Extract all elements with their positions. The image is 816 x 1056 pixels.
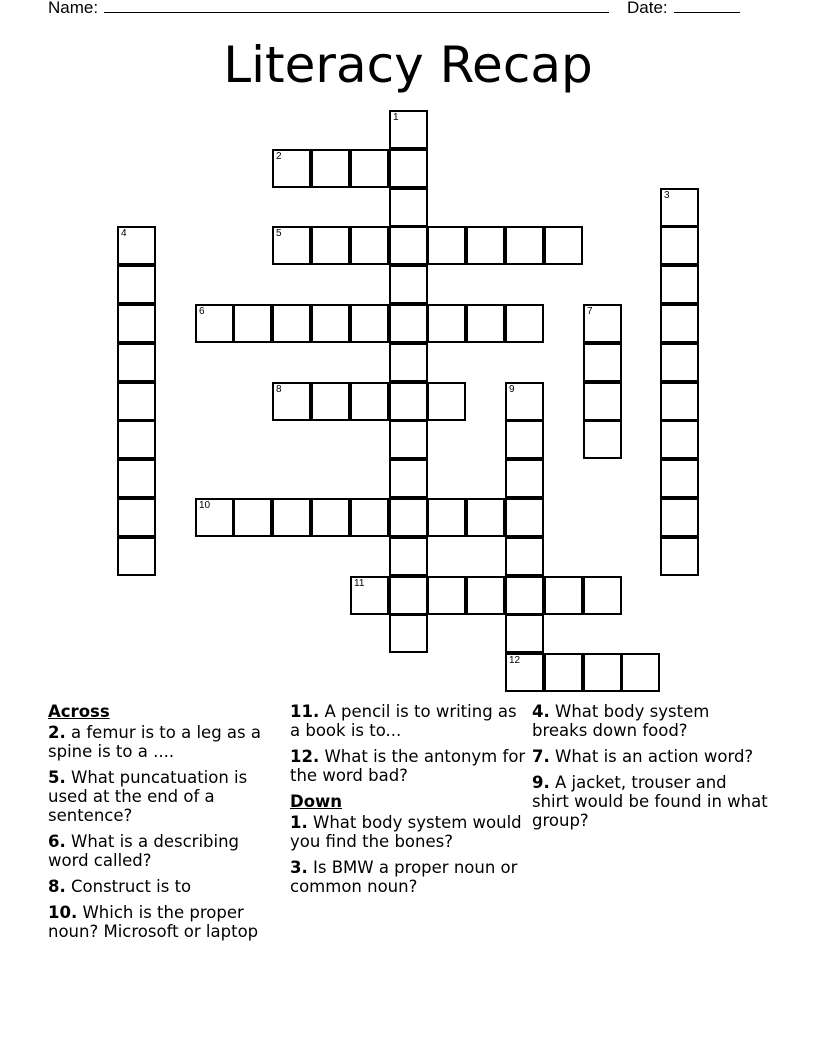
grid-cell[interactable] bbox=[389, 537, 428, 576]
grid-cell[interactable] bbox=[427, 226, 466, 265]
date-label: Date: bbox=[627, 0, 668, 17]
clue-across-6: 6. What is a describing word called? bbox=[48, 832, 240, 870]
clue-down-4: 4. What body system breaks down food? bbox=[532, 702, 710, 740]
grid-cell[interactable] bbox=[660, 420, 699, 459]
grid-cell[interactable] bbox=[544, 576, 583, 615]
grid-cell[interactable] bbox=[427, 576, 466, 615]
grid-cell[interactable] bbox=[505, 459, 544, 498]
clue-across-5: 5. What puncatuation is used at the end of a sentence? bbox=[48, 768, 248, 825]
grid-cell[interactable] bbox=[505, 653, 544, 692]
clue-column-1 bbox=[48, 702, 283, 948]
grid-cell[interactable] bbox=[350, 149, 389, 188]
grid-cell[interactable] bbox=[272, 149, 311, 188]
grid-cell[interactable] bbox=[272, 498, 311, 537]
grid-cell[interactable] bbox=[389, 420, 428, 459]
grid-cell[interactable] bbox=[389, 576, 428, 615]
grid-cell[interactable] bbox=[195, 498, 234, 537]
cell-number: 8 bbox=[276, 384, 282, 395]
cell-number: 6 bbox=[199, 306, 205, 317]
clue-across-12: 12. What is the antonym for the word bad? bbox=[290, 747, 526, 785]
grid-cell[interactable] bbox=[272, 304, 311, 343]
grid-cell[interactable] bbox=[350, 304, 389, 343]
grid-cell[interactable] bbox=[389, 149, 428, 188]
clue-across-2: 2. a femur is to a leg as a spine is to a .... bbox=[48, 723, 261, 761]
grid-cell[interactable] bbox=[621, 653, 660, 692]
grid-cell[interactable] bbox=[505, 537, 544, 576]
grid-cell[interactable] bbox=[389, 498, 428, 537]
grid-cell[interactable] bbox=[350, 498, 389, 537]
grid-cell[interactable] bbox=[505, 614, 544, 653]
grid-cell[interactable] bbox=[117, 226, 156, 265]
grid-cell[interactable] bbox=[311, 498, 350, 537]
grid-cell[interactable] bbox=[466, 576, 505, 615]
grid-cell[interactable] bbox=[233, 498, 272, 537]
grid-cell[interactable] bbox=[505, 304, 544, 343]
grid-cell[interactable] bbox=[389, 304, 428, 343]
grid-cell[interactable] bbox=[311, 304, 350, 343]
grid-cell[interactable] bbox=[660, 304, 699, 343]
grid-cell[interactable] bbox=[583, 304, 622, 343]
grid-cell[interactable] bbox=[427, 498, 466, 537]
clue-across-11: 11. A pencil is to writing as a book is to... bbox=[290, 702, 517, 740]
grid-cell[interactable] bbox=[427, 382, 466, 421]
grid-cell[interactable] bbox=[195, 304, 234, 343]
cell-number: 5 bbox=[276, 228, 282, 239]
grid-cell[interactable] bbox=[466, 304, 505, 343]
grid-cell[interactable] bbox=[583, 382, 622, 421]
grid-cell[interactable] bbox=[117, 265, 156, 304]
grid-cell[interactable] bbox=[660, 188, 699, 227]
cell-number: 9 bbox=[509, 384, 515, 395]
grid-cell[interactable] bbox=[505, 226, 544, 265]
cell-number: 10 bbox=[199, 500, 211, 511]
grid-cell[interactable] bbox=[544, 226, 583, 265]
grid-cell[interactable] bbox=[389, 614, 428, 653]
clue-column-2 bbox=[290, 702, 526, 903]
grid-cell[interactable] bbox=[117, 537, 156, 576]
grid-cell[interactable] bbox=[117, 498, 156, 537]
cell-number: 2 bbox=[276, 151, 282, 162]
name-label: Name: bbox=[48, 0, 99, 17]
grid-cell[interactable] bbox=[389, 459, 428, 498]
grid-cell[interactable] bbox=[117, 343, 156, 382]
grid-cell[interactable] bbox=[544, 653, 583, 692]
clue-down-3: 3. Is BMW a proper noun or common noun? bbox=[290, 858, 518, 896]
grid-cell[interactable] bbox=[505, 498, 544, 537]
clue-down-9: 9. A jacket, trouser and shirt would be found in what group? bbox=[532, 773, 768, 830]
grid-cell[interactable] bbox=[505, 420, 544, 459]
grid-cell[interactable] bbox=[660, 226, 699, 265]
grid-cell[interactable] bbox=[505, 576, 544, 615]
grid-cell[interactable] bbox=[583, 343, 622, 382]
grid-cell[interactable] bbox=[660, 459, 699, 498]
grid-cell[interactable] bbox=[389, 343, 428, 382]
grid-cell[interactable] bbox=[660, 537, 699, 576]
grid-cell[interactable] bbox=[583, 576, 622, 615]
grid-cell[interactable] bbox=[311, 382, 350, 421]
grid-cell[interactable] bbox=[350, 576, 389, 615]
grid-cell[interactable] bbox=[389, 188, 428, 227]
down-heading: Down bbox=[290, 792, 343, 811]
grid-cell[interactable] bbox=[117, 382, 156, 421]
grid-cell[interactable] bbox=[466, 226, 505, 265]
clue-column-3 bbox=[532, 702, 768, 837]
grid-cell[interactable] bbox=[389, 226, 428, 265]
grid-cell[interactable] bbox=[117, 304, 156, 343]
grid-cell[interactable] bbox=[233, 304, 272, 343]
cell-number: 7 bbox=[587, 306, 593, 317]
cell-number: 1 bbox=[393, 112, 399, 123]
grid-cell[interactable] bbox=[660, 343, 699, 382]
grid-cell[interactable] bbox=[350, 226, 389, 265]
cell-number: 4 bbox=[121, 228, 127, 239]
grid-cell[interactable] bbox=[350, 382, 389, 421]
grid-cell[interactable] bbox=[660, 498, 699, 537]
page-title: Literacy Recap bbox=[223, 36, 593, 94]
grid-cell[interactable] bbox=[466, 498, 505, 537]
grid-cell[interactable] bbox=[389, 382, 428, 421]
clue-across-10: 10. Which is the proper noun? Microsoft or laptop bbox=[48, 903, 259, 941]
grid-cell[interactable] bbox=[389, 110, 428, 149]
clue-across-8: 8. Construct is to bbox=[48, 877, 192, 896]
grid-cell[interactable] bbox=[311, 149, 350, 188]
grid-cell[interactable] bbox=[117, 420, 156, 459]
grid-cell[interactable] bbox=[117, 459, 156, 498]
grid-cell[interactable] bbox=[427, 304, 466, 343]
grid-cell[interactable] bbox=[583, 653, 622, 692]
grid-cell[interactable] bbox=[389, 265, 428, 304]
grid-cell[interactable] bbox=[311, 226, 350, 265]
clue-down-7: 7. What is an action word? bbox=[532, 747, 754, 766]
across-heading: Across bbox=[48, 702, 110, 721]
grid-cell[interactable] bbox=[272, 382, 311, 421]
grid-cell[interactable] bbox=[583, 420, 622, 459]
cell-number: 3 bbox=[664, 190, 670, 201]
clue-down-1: 1. What body system would you find the bones? bbox=[290, 813, 522, 851]
grid-cell[interactable] bbox=[272, 226, 311, 265]
grid-cell[interactable] bbox=[505, 382, 544, 421]
grid-cell[interactable] bbox=[660, 265, 699, 304]
cell-number: 12 bbox=[509, 655, 521, 666]
grid-cell[interactable] bbox=[660, 382, 699, 421]
cell-number: 11 bbox=[354, 578, 365, 589]
